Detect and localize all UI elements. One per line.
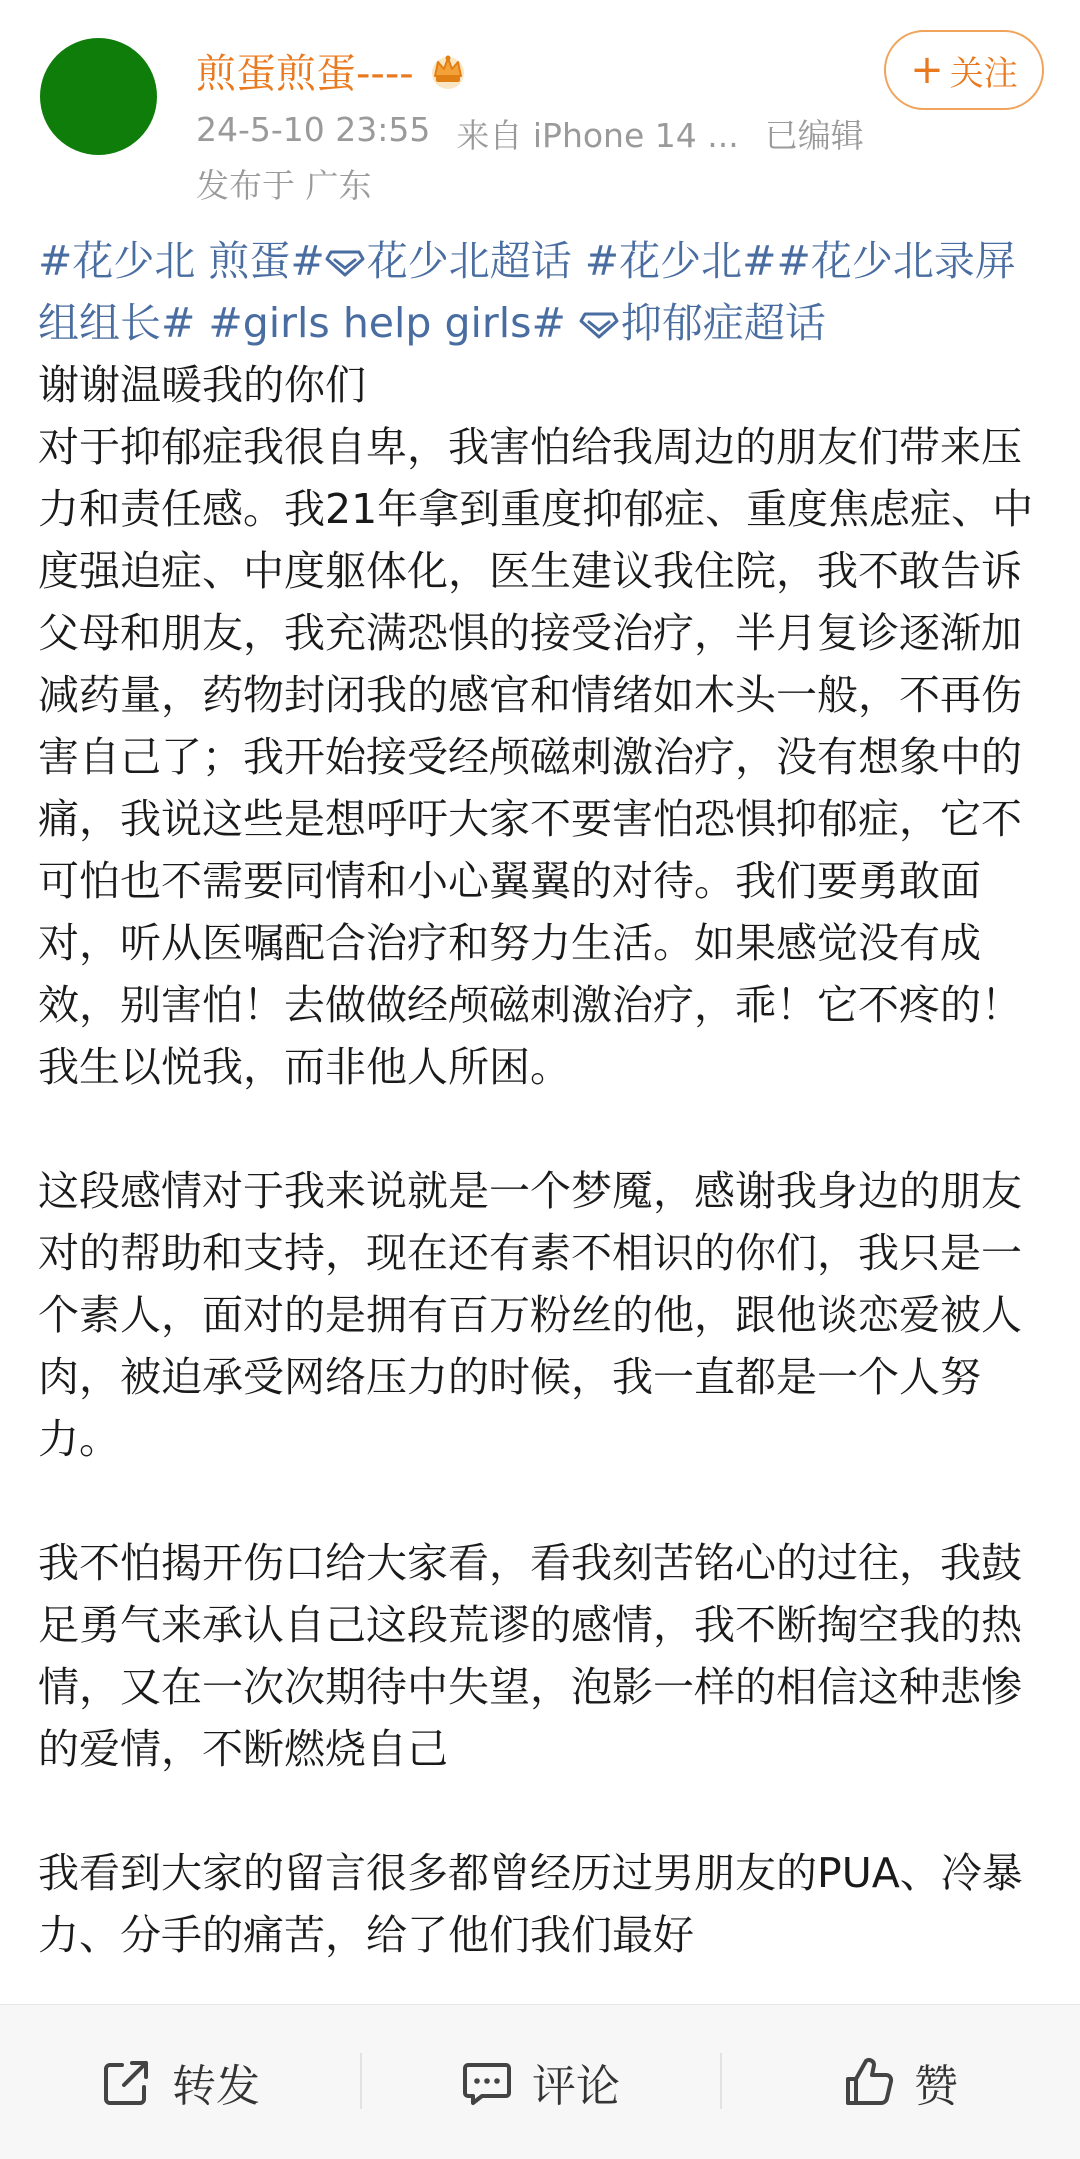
follow-label: 关注 bbox=[949, 53, 1018, 94]
tag-huashaobei-jiandan[interactable]: #花少北 煎蛋# bbox=[38, 237, 325, 285]
comment-icon bbox=[460, 2055, 514, 2109]
tag-supertopic-depression-label: 抑郁症超话 bbox=[620, 299, 826, 347]
paragraph-gap bbox=[38, 1470, 1048, 1532]
like-button[interactable] bbox=[720, 2005, 1080, 2159]
post-location: 发布于 广东 bbox=[196, 166, 372, 205]
tag-supertopic-huashaobei[interactable] bbox=[325, 237, 572, 285]
tag-supertopic-depression[interactable] bbox=[579, 299, 826, 347]
thumbs-up-icon bbox=[842, 2055, 896, 2109]
post-body bbox=[38, 230, 1048, 1966]
tag-supertopic-huashaobei-label: 花少北超话 bbox=[366, 237, 572, 285]
comment-button[interactable] bbox=[360, 2005, 720, 2159]
body-paragraph-5: 我看到大家的留言很多都曾经历过男朋友的PUA、冷暴力、分手的痛苦，给了他们我们最好 bbox=[38, 1849, 1023, 1959]
plus-icon: + bbox=[910, 47, 944, 93]
supertopic-diamond-icon bbox=[325, 248, 365, 278]
post-source: 来自 iPhone 14 ... bbox=[456, 116, 739, 155]
follow-button[interactable] bbox=[884, 30, 1044, 110]
comment-label: 评论 bbox=[532, 2061, 620, 2112]
paragraph-gap bbox=[38, 1780, 1048, 1842]
body-paragraph-2: 对于抑郁症我很自卑，我害怕给我周边的朋友们带来压力和责任感。我21年拿到重度抑郁症、重度焦虑症、中度强迫症、中度躯体化，医生建议我住院，我不敢告诉父母和朋友，我充满恐惧的接受治疗，半月复诊逐渐加减药量，药物封闭我的感官和情绪如木头一般，不再伤害自己了；我开始接受经颅磁刺激治疗，没有想象中的痛，我说这些是想呼吁大家不要害怕恐惧抑郁症，它不可怕也不需要同情和小心翼翼的对待。我们要勇敢面对，听从医嘱配合治疗和努力生活。如果感觉没有成效，别害怕！去做做经颅磁刺激治疗，乖！它不疼的！我生以悦我，而非他人所困。 bbox=[38, 423, 1034, 1091]
like-label: 赞 bbox=[914, 2061, 958, 2112]
supertopic-diamond-icon bbox=[579, 310, 619, 340]
username-row bbox=[196, 40, 472, 100]
tag-huashaobei-recording-lead[interactable]: #花少北##花少北录屏组组长# bbox=[38, 237, 1016, 347]
tag-girls-help-girls[interactable]: #girls help girls# bbox=[208, 299, 566, 347]
body-paragraph-4: 我不怕揭开伤口给大家看，看我刻苦铭心的过往，我鼓足勇气来承认自己这段荒谬的感情，我不断掏空我的热情，又在一次次期待中失望，泡影一样的相信这种悲惨的爱情，不断燃烧自己 bbox=[38, 1539, 1022, 1773]
avatar[interactable] bbox=[40, 38, 157, 155]
bottom-action-bar bbox=[0, 2004, 1080, 2159]
paragraph-gap bbox=[38, 1098, 1048, 1160]
crown-icon bbox=[424, 46, 472, 94]
body-paragraph-1: 谢谢温暖我的你们 bbox=[38, 361, 366, 409]
edited-label[interactable]: 已编辑 bbox=[764, 116, 864, 155]
post-header bbox=[0, 0, 1080, 220]
topic-tags bbox=[38, 230, 1048, 354]
repost-icon bbox=[100, 2055, 154, 2109]
repost-button[interactable] bbox=[0, 2005, 360, 2159]
body-paragraph-3: 这段感情对于我来说就是一个梦魇，感谢我身边的朋友对的帮助和支持，现在还有素不相识的你们，我只是一个素人，面对的是拥有百万粉丝的他，跟他谈恋爱被人肉，被迫承受网络压力的时候，我一直都是一个人努力。 bbox=[38, 1167, 1022, 1463]
repost-label: 转发 bbox=[172, 2061, 260, 2112]
username[interactable]: 煎蛋煎蛋---- bbox=[196, 50, 414, 97]
post-timestamp: 24-5-10 23:55 bbox=[196, 110, 431, 149]
post-meta bbox=[196, 110, 864, 157]
